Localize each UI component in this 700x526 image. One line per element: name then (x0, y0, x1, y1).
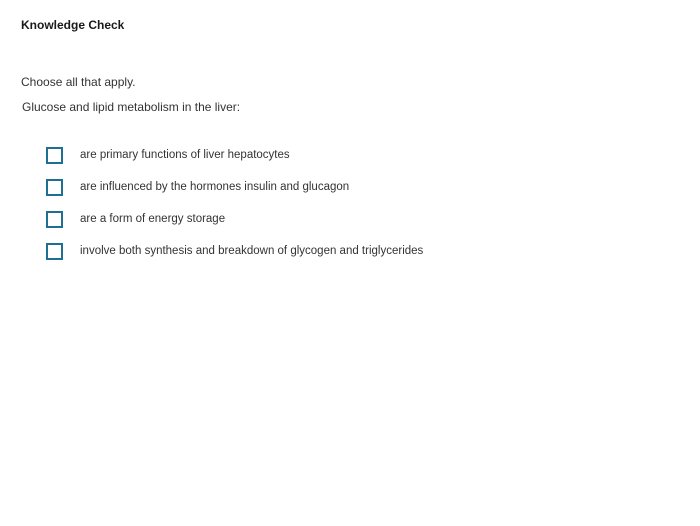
answer-option-label[interactable]: are a form of energy storage (80, 213, 226, 225)
checkbox-option-3[interactable] (46, 211, 63, 228)
answer-option-label[interactable]: are primary functions of liver hepatocytes (80, 149, 290, 161)
answer-option-label[interactable]: are influenced by the hormones insulin and glucagon (80, 181, 350, 193)
checkbox-option-4[interactable] (46, 243, 63, 260)
answer-option-1[interactable] (46, 139, 423, 171)
page-title: Knowledge Check (21, 18, 125, 32)
answer-option-label[interactable]: involve both synthesis and breakdown of glycogen and triglycerides (80, 245, 424, 257)
answer-options (46, 139, 423, 267)
checkbox-option-1[interactable] (46, 147, 63, 164)
instruction-text: Choose all that apply. (21, 75, 136, 89)
question-text: Glucose and lipid metabolism in the liver: (22, 100, 241, 114)
answer-option-3[interactable] (46, 203, 423, 235)
checkbox-option-2[interactable] (46, 179, 63, 196)
answer-option-4[interactable] (46, 235, 423, 267)
answer-option-2[interactable] (46, 171, 423, 203)
